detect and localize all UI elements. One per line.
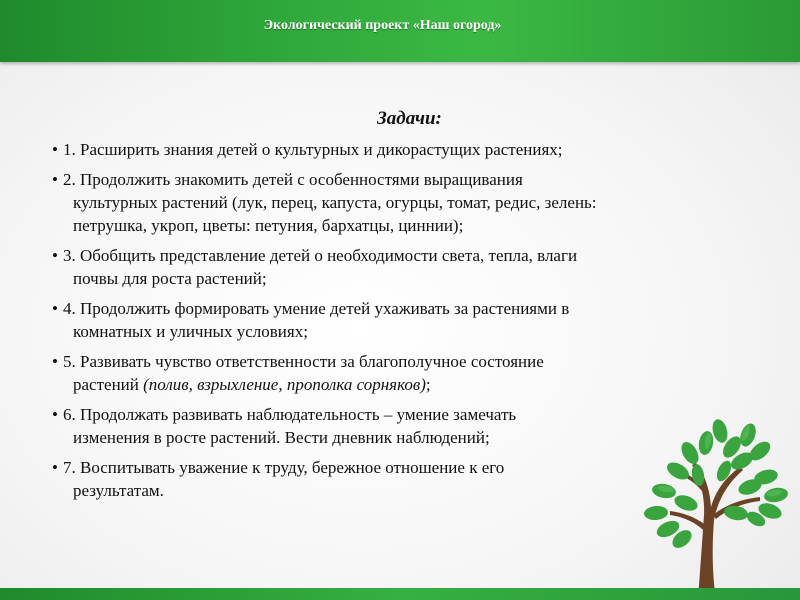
bullet: • [52,170,58,189]
list-item [52,456,712,502]
task-text-cont: изменения в росте растений. Вести дневник наблюдений; [73,428,490,447]
bullet: • [52,299,58,318]
bullet: • [52,352,58,371]
footer-bar [0,588,800,600]
bullet: • [52,405,58,424]
task-text: 2. Продолжить знакомить детей с особенностями выращивания [63,170,523,189]
bullet: • [52,140,58,159]
list-item [52,138,712,161]
list-item [52,244,712,290]
tree-icon [620,395,800,600]
header-bar [0,0,800,62]
header-title: Экологический проект «Наш огород» [263,18,502,33]
task-text-cont: почвы для роста растений; [73,269,267,288]
task-text: 6. Продолжать развивать наблюдательность – умение замечать [63,405,517,424]
slide-heading: Задачи: [377,108,442,129]
task-text-cont [63,373,712,396]
task-text: 7. Воспитывать уважение к труду, бережное отношение к его [63,458,505,477]
task-text-cont: петрушка, укроп, цветы: петуния, бархатцы, циннии); [73,216,464,235]
task-list [52,138,712,502]
slide-content [52,108,712,509]
task-text: 3. Обобщить представление детей о необходимости света, тепла, влаги [63,246,578,265]
list-item [52,168,712,237]
bullet: • [52,246,58,265]
task-text: 1. Расширить знания детей о культурных и дикорастущих растениях; [63,140,563,159]
task-text-cont: результатам. [73,481,164,500]
list-item [52,403,712,449]
bullet: • [52,458,58,477]
task-text: 5. Развивать чувство ответственности за благополучное состояние [63,352,544,371]
list-item [52,297,712,343]
task-text-cont: комнатных и уличных условиях; [73,322,308,341]
task-text-part: ; [425,375,431,394]
task-text-part: растений [73,375,144,394]
task-text: 4. Продолжить формировать умение детей ухаживать за растениями в [63,299,570,318]
task-text-cont: культурных растений (лук, перец, капуста, огурцы, томат, редис, зелень: [73,193,597,212]
task-text-italic: (полив, взрыхление, прополка сорняков) [143,375,426,394]
list-item [52,350,712,396]
